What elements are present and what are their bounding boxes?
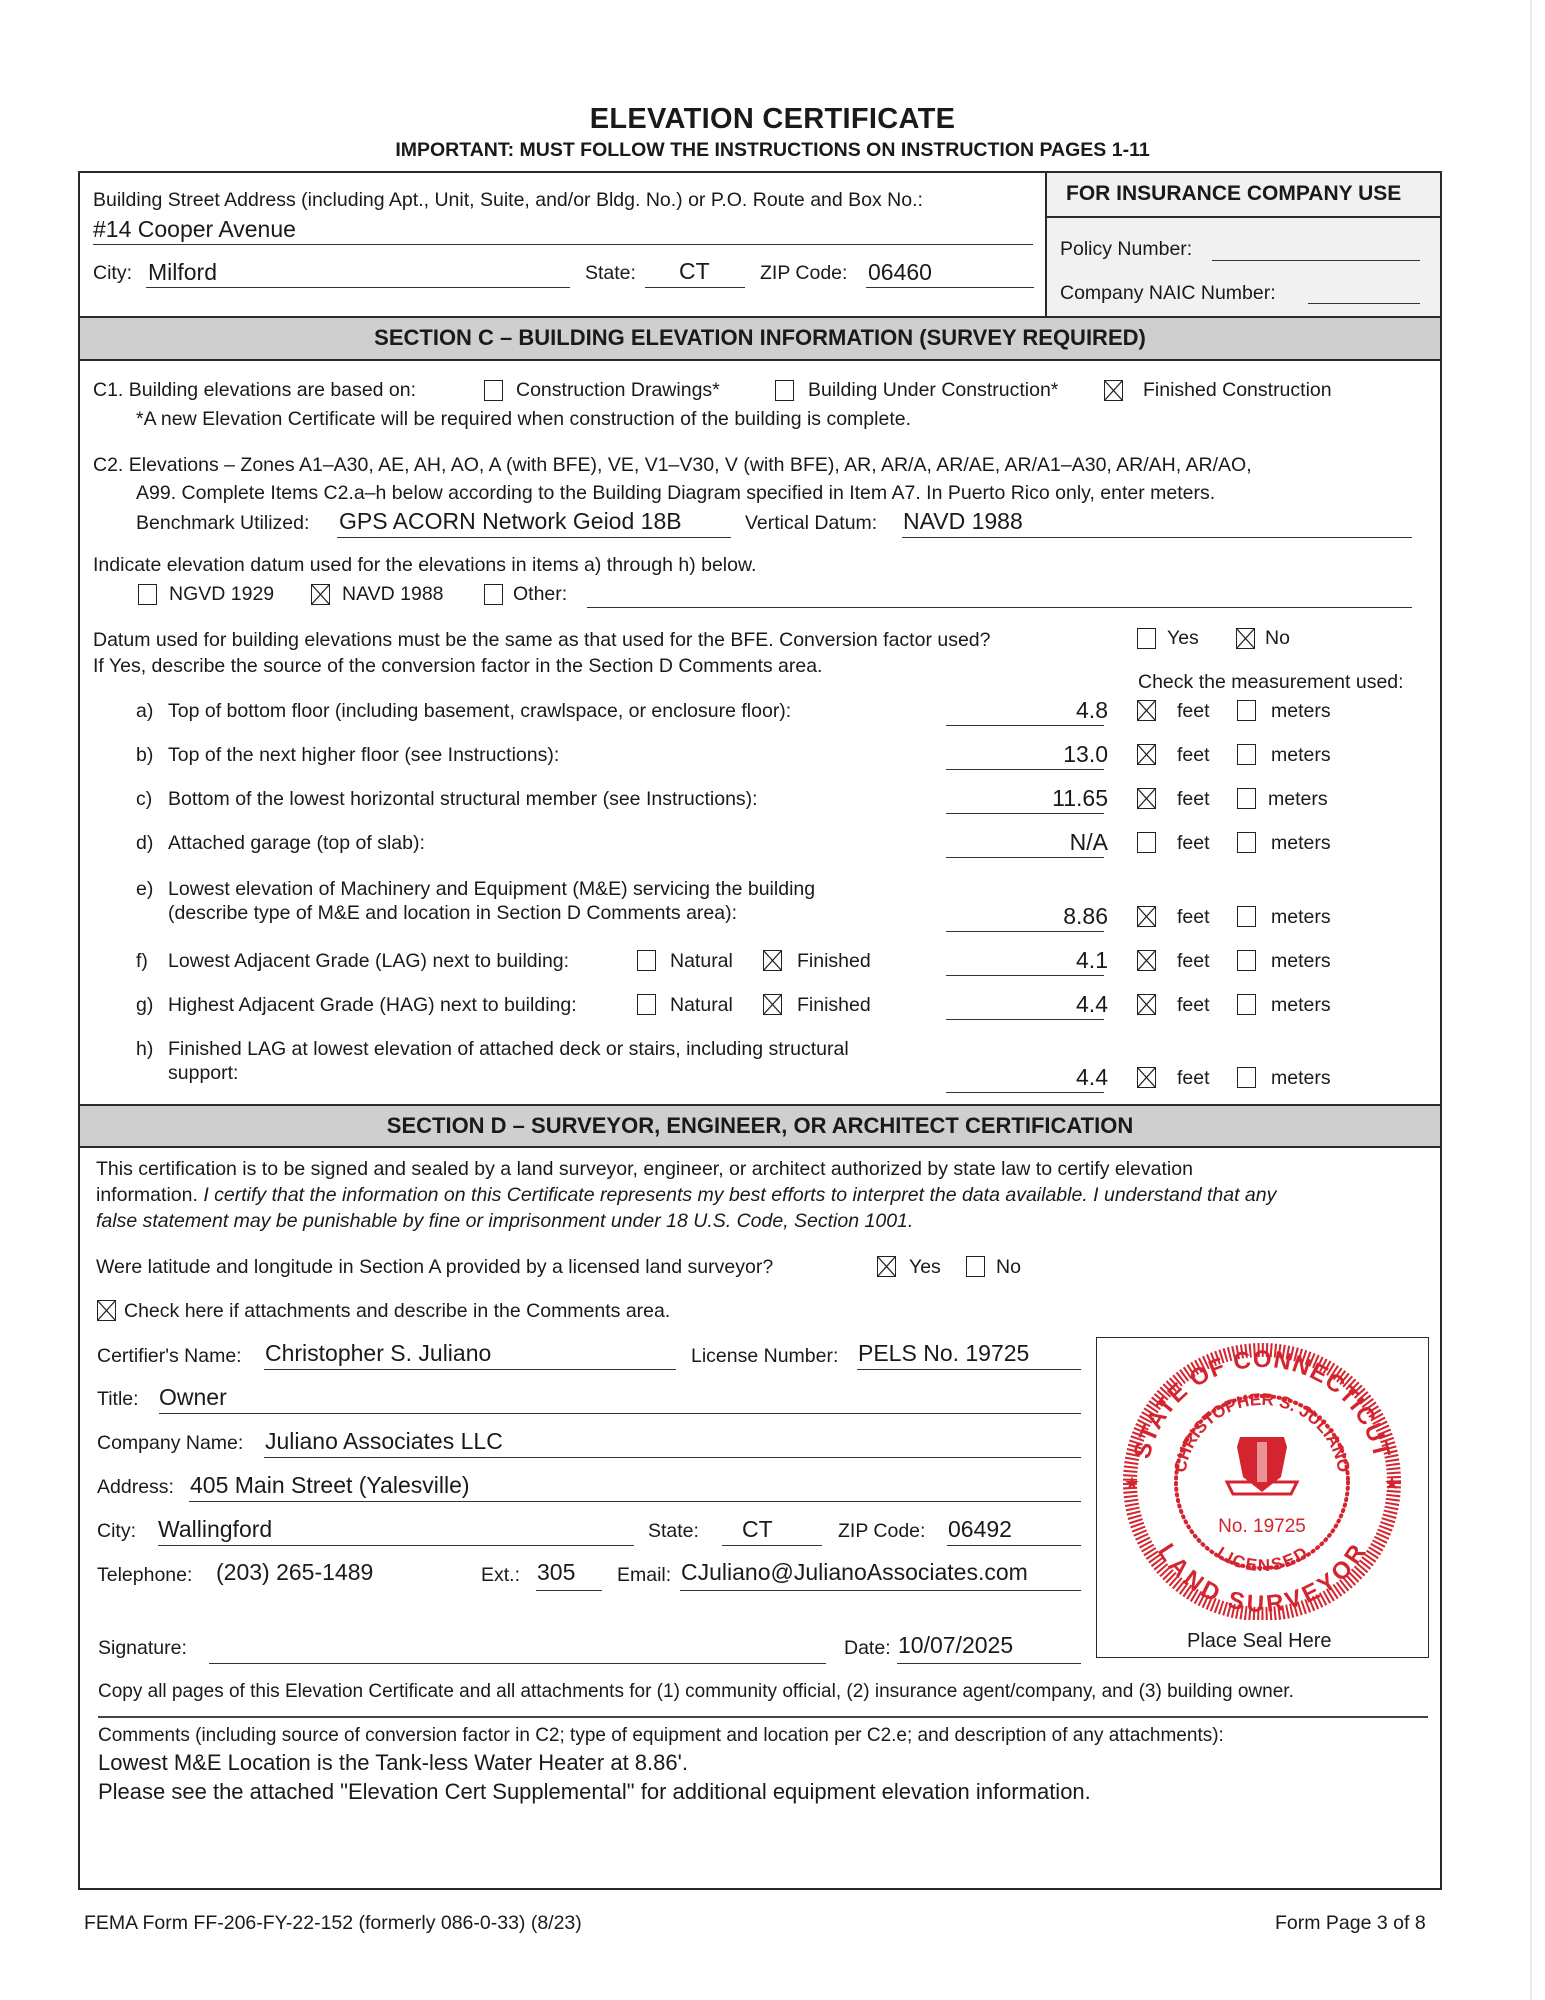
x-mark-icon (1138, 789, 1155, 808)
certification-intro-plain: information. (96, 1184, 204, 1206)
svg-text:★: ★ (1383, 1473, 1401, 1494)
item-a-feet-checkbox[interactable] (1137, 700, 1156, 721)
latlong-yes-label: Yes (909, 1256, 941, 1278)
item-b-value[interactable]: 13.0 (1063, 741, 1108, 767)
vertical-datum-label: Vertical Datum: (745, 512, 878, 534)
item-h-meters-label: meters (1271, 1067, 1331, 1089)
item-e-meters-checkbox[interactable] (1237, 906, 1256, 927)
comments-line2[interactable]: Please see the attached "Elevation Cert Supplemental" for additional equipment elevation information. (98, 1779, 1091, 1804)
item-c-meters-checkbox[interactable] (1237, 788, 1256, 809)
x-mark-icon (1138, 701, 1155, 720)
item-e-letter: e) (136, 878, 154, 900)
item-f-finished-label: Finished (797, 950, 871, 972)
svg-text:LAND SURVEYOR: LAND SURVEYOR (1152, 1539, 1372, 1619)
item-b-underline (946, 769, 1104, 770)
item-c-feet-checkbox[interactable] (1137, 788, 1156, 809)
email-underline (680, 1590, 1081, 1591)
certification-intro-line1: This certification is to be signed and sealed by a land surveyor, engineer, or architect authorized by state law to certify elevation (96, 1158, 1193, 1180)
ngvd-1929-label: NGVD 1929 (169, 583, 275, 605)
company-name-label: Company Name: (97, 1432, 244, 1454)
item-e-underline (946, 931, 1104, 932)
item-a-meters-checkbox[interactable] (1237, 700, 1256, 721)
other-datum-checbox[interactable] (484, 584, 503, 605)
license-number-underline (857, 1369, 1081, 1370)
comments-line1[interactable]: Lowest M&E Location is the Tank-less Water Heater at 8.86'. (98, 1750, 688, 1775)
item-a-letter: a) (136, 700, 154, 722)
building-zip-value[interactable]: 06460 (868, 259, 932, 285)
comments-divider (98, 1716, 1428, 1718)
item-f-underline (946, 975, 1104, 976)
date-label: Date: (844, 1637, 891, 1659)
ngvd-1929-checkbox[interactable] (138, 584, 157, 605)
item-g-feet-label: feet (1177, 994, 1210, 1016)
item-d-value[interactable]: N/A (1069, 829, 1108, 855)
certifier-zip-value[interactable]: 06492 (948, 1516, 1012, 1542)
form-identifier: FEMA Form FF-206-FY-22-152 (formerly 086-0-33) (8/23) (84, 1912, 582, 1934)
x-mark-icon (1138, 907, 1155, 926)
item-e-meters-label: meters (1271, 906, 1331, 928)
item-g-natural-checkbox[interactable] (637, 994, 656, 1015)
connecticut-coat-of-arms-icon (1227, 1437, 1297, 1494)
item-b-feet-label: feet (1177, 744, 1210, 766)
item-a-meters-label: meters (1271, 700, 1331, 722)
item-h-feet-label: feet (1177, 1067, 1210, 1089)
building-under-construction-checkbox[interactable] (775, 380, 794, 401)
certification-intro-line3: false statement may be punishable by fine or imprisonment under 18 U.S. Code, Section 1001. (96, 1210, 914, 1232)
policy-number-field[interactable] (1212, 260, 1420, 261)
item-g-feet-checkbox[interactable] (1137, 994, 1156, 1015)
conversion-line2: If Yes, describe the source of the conversion factor in the Section D Comments area. (93, 655, 823, 677)
item-g-finished-checkbox[interactable] (763, 994, 782, 1015)
certifier-state-underline (722, 1545, 822, 1546)
svg-text:CHRISTOPHER S. JULIANO: CHRISTOPHER S. JULIANO (1170, 1389, 1354, 1474)
item-c-letter: c) (136, 788, 153, 810)
vertical-datum-underline (902, 537, 1412, 538)
item-e-feet-checkbox[interactable] (1137, 906, 1156, 927)
x-mark-icon (764, 995, 781, 1014)
measurement-heading: Check the measurement used: (1138, 671, 1404, 693)
x-mark-icon (878, 1257, 895, 1276)
item-f-label: Lowest Adjacent Grade (LAG) next to building: (168, 950, 570, 972)
c1-note: *A new Elevation Certificate will be required when construction of the building is complete. (136, 408, 912, 430)
attachments-label: Check here if attachments and describe in the Comments area. (124, 1300, 671, 1322)
other-datum-label: Other: (513, 583, 568, 605)
company-name-underline (264, 1457, 1081, 1458)
item-d-meters-checkbox[interactable] (1237, 832, 1256, 853)
ext-label: Ext.: (481, 1564, 521, 1586)
conversion-yes-checkbox[interactable] (1137, 628, 1156, 649)
item-g-underline (946, 1019, 1104, 1020)
item-f-feet-checkbox[interactable] (1137, 950, 1156, 971)
benchmark-label: Benchmark Utilized: (136, 512, 310, 534)
item-f-meters-checkbox[interactable] (1237, 950, 1256, 971)
item-g-letter: g) (136, 994, 154, 1016)
item-h-underline (946, 1092, 1104, 1093)
insurance-heading: FOR INSURANCE COMPANY USE (1066, 182, 1402, 205)
latlong-question: Were latitude and longitude in Section A provided by a licensed land surveyor? (96, 1256, 774, 1278)
latlong-no-checkbox[interactable] (966, 1256, 985, 1277)
navd-1988-checkbox[interactable] (311, 584, 330, 605)
item-a-feet-label: feet (1177, 700, 1210, 722)
latlong-yes-checkbox[interactable] (877, 1256, 896, 1277)
item-b-letter: b) (136, 744, 154, 766)
ext-underline (536, 1590, 602, 1591)
date-underline (897, 1663, 1081, 1664)
license-number-value[interactable]: PELS No. 19725 (858, 1340, 1030, 1366)
certifier-name-label: Certifier's Name: (97, 1345, 242, 1367)
certifier-city-underline (158, 1545, 634, 1546)
item-d-meters-label: meters (1271, 832, 1331, 854)
navd-1988-label: NAVD 1988 (342, 583, 444, 605)
c2-line1: C2. Elevations – Zones A1–A30, AE, AH, AO, A (with BFE), VE, V1–V30, V (with BFE), AR, AR/A, AR/AE, AR/A1–A30, AR/AH, AR/AO, (93, 454, 1252, 476)
policy-number-label: Policy Number: (1060, 238, 1193, 260)
company-name-value[interactable]: Juliano Associates LLC (265, 1428, 503, 1454)
item-e-feet-label: feet (1177, 906, 1210, 928)
item-g-label: Highest Adjacent Grade (HAG) next to building: (168, 994, 577, 1016)
item-b-meters-checkbox[interactable] (1237, 744, 1256, 765)
certifier-zip-label: ZIP Code: (838, 1520, 926, 1542)
page-title: ELEVATION CERTIFICATE (589, 103, 956, 135)
item-g-meters-label: meters (1271, 994, 1331, 1016)
certifier-state-value[interactable]: CT (742, 1516, 773, 1542)
building-state-underline (645, 287, 745, 288)
naic-number-field[interactable] (1308, 303, 1420, 304)
construction-drawings-checkbox[interactable] (484, 380, 503, 401)
item-a-underline (946, 725, 1104, 726)
certifier-zip-underline (947, 1545, 1081, 1546)
item-h-value[interactable]: 4.4 (1076, 1064, 1108, 1090)
insurance-divider-vertical (1045, 171, 1047, 316)
certifier-city-value[interactable]: Wallingford (158, 1516, 273, 1542)
item-g-finished-label: Finished (797, 994, 871, 1016)
datum-indicate-label: Indicate elevation datum used for the elevations in items a) through h) below. (93, 554, 757, 576)
x-mark-icon (1138, 951, 1155, 970)
date-value[interactable]: 10/07/2025 (898, 1632, 1014, 1658)
svg-text:★: ★ (1123, 1473, 1141, 1494)
item-g-value[interactable]: 4.4 (1076, 991, 1108, 1017)
svg-text:STATE OF CONNECTICUT: STATE OF CONNECTICUT (1128, 1345, 1396, 1462)
item-f-natural-checkbox[interactable] (637, 950, 656, 971)
certifier-address-underline (189, 1501, 1081, 1502)
svg-text:LICENSED: LICENSED (1213, 1543, 1311, 1576)
insurance-divider-horizontal (1045, 216, 1441, 218)
item-f-natural-label: Natural (670, 950, 733, 972)
item-h-label: Finished LAG at lowest elevation of attached deck or stairs, including structural (168, 1038, 849, 1060)
x-mark-icon (764, 951, 781, 970)
conversion-yes-label: Yes (1167, 627, 1199, 649)
vertical-datum-value[interactable]: NAVD 1988 (903, 508, 1023, 534)
other-datum-field[interactable] (587, 607, 1412, 608)
item-e-label: Lowest elevation of Machinery and Equipment (M&E) servicing the building (168, 878, 816, 900)
ext-value[interactable]: 305 (537, 1559, 576, 1585)
x-mark-icon (98, 1301, 115, 1320)
building-under-construction-label: Building Under Construction* (808, 379, 1059, 401)
x-mark-icon (1138, 745, 1155, 764)
item-c-feet-label: feet (1177, 788, 1210, 810)
item-a-value[interactable]: 4.8 (1076, 697, 1108, 723)
building-address-label: Building Street Address (including Apt., Unit, Suite, and/or Bldg. No.) or P.O. Route and Box No.: (93, 189, 923, 211)
item-b-label: Top of the next higher floor (see Instructions): (168, 744, 560, 766)
benchmark-value[interactable]: GPS ACORN Network Geiod 18B (339, 508, 682, 534)
conversion-line1: Datum used for building elevations must be the same as that used for the BFE. Conversion factor used? (93, 629, 991, 651)
item-b-feet-checkbox[interactable] (1137, 744, 1156, 765)
title-label: Title: (97, 1388, 139, 1410)
building-city-value[interactable]: Milford (148, 259, 218, 285)
item-d-underline (946, 857, 1104, 858)
building-zip-label: ZIP Code: (760, 262, 848, 284)
latlong-no-label: No (996, 1256, 1021, 1278)
item-d-feet-label: feet (1177, 832, 1210, 854)
item-f-finished-checkbox[interactable] (763, 950, 782, 971)
item-e-label-continued: (describe type of M&E and location in Section D Comments area): (168, 902, 738, 924)
item-g-meters-checkbox[interactable] (1237, 994, 1256, 1015)
naic-number-label: Company NAIC Number: (1060, 282, 1276, 304)
conversion-no-label: No (1265, 627, 1290, 649)
page-subtitle: IMPORTANT: MUST FOLLOW THE INSTRUCTIONS ON INSTRUCTION PAGES 1-11 (395, 139, 1150, 161)
form-page-number: Form Page 3 of 8 (1275, 1912, 1426, 1934)
building-address-value[interactable]: #14 Cooper Avenue (93, 216, 296, 242)
x-mark-icon (1138, 995, 1155, 1014)
surveyor-seal-stamp (1107, 1342, 1417, 1620)
item-b-meters-label: meters (1271, 744, 1331, 766)
signature-underline (209, 1663, 826, 1664)
certification-intro-line2 (96, 1186, 1276, 1206)
item-c-underline (946, 813, 1104, 814)
certifier-address-label: Address: (97, 1476, 174, 1498)
certifier-name-underline (264, 1369, 676, 1370)
item-e-value[interactable]: 8.86 (1063, 903, 1108, 929)
c1-label: C1. Building elevations are based on: (93, 379, 417, 401)
item-c-value[interactable]: 11.65 (1052, 785, 1108, 811)
telephone-label: Telephone: (97, 1564, 193, 1586)
x-mark-icon (312, 585, 329, 604)
item-h-feet-checkbox[interactable] (1137, 1067, 1156, 1088)
section-d-header: SECTION D – SURVEYOR, ENGINEER, OR ARCHITECT CERTIFICATION (80, 1104, 1440, 1148)
title-value[interactable]: Owner (159, 1384, 227, 1410)
item-f-feet-label: feet (1177, 950, 1210, 972)
c2-line2: A99. Complete Items C2.a–h below according to the Building Diagram specified in Item A7. In Puerto Rico only, enter meters. (136, 482, 1216, 504)
x-mark-icon (1138, 1068, 1155, 1087)
x-mark-icon (1237, 629, 1254, 648)
comments-label: Comments (including source of conversion factor in C2; type of equipment and location per C2.e; and description of any attachments): (98, 1725, 1224, 1746)
title-underline (159, 1413, 1081, 1414)
item-d-label: Attached garage (top of slab): (168, 832, 425, 854)
certifier-city-label: City: (97, 1520, 136, 1542)
seal-license-number: No. 19725 (1218, 1516, 1306, 1537)
building-state-value[interactable]: CT (679, 258, 710, 284)
item-h-meters-checkbox[interactable] (1237, 1067, 1256, 1088)
place-seal-caption: Place Seal Here (1187, 1630, 1332, 1652)
building-state-label: State: (585, 262, 636, 284)
certifier-state-label: State: (648, 1520, 699, 1542)
item-c-meters-label: meters (1268, 788, 1328, 810)
building-zip-underline (866, 287, 1034, 288)
email-label: Email: (617, 1564, 672, 1586)
item-f-meters-label: meters (1271, 950, 1331, 972)
finished-construction-checkbox[interactable] (1104, 380, 1123, 401)
item-d-letter: d) (136, 832, 154, 854)
construction-drawings-label: Construction Drawings* (516, 379, 720, 401)
item-d-feet-checkbox[interactable] (1137, 832, 1156, 853)
building-city-underline (146, 287, 570, 288)
signature-label: Signature: (98, 1637, 187, 1659)
benchmark-underline (337, 537, 731, 538)
certifier-address-value[interactable]: 405 Main Street (Yalesville) (190, 1472, 470, 1498)
certification-statement: I certify that the information on this Certificate represents my best efforts to interpret the data available. I understand that any (203, 1184, 1277, 1206)
item-h-letter: h) (136, 1038, 154, 1060)
item-g-natural-label: Natural (670, 994, 733, 1016)
item-f-value[interactable]: 4.1 (1076, 947, 1108, 973)
building-city-label: City: (93, 262, 132, 284)
finished-construction-label: Finished Construction (1143, 379, 1332, 401)
page-edge (1530, 0, 1532, 2000)
conversion-no-checkbox[interactable] (1236, 628, 1255, 649)
building-address-underline (93, 244, 1033, 245)
email-value[interactable]: CJuliano@JulianoAssociates.com (681, 1559, 1028, 1585)
item-h-label-continued: support: (168, 1062, 239, 1084)
item-f-letter: f) (136, 950, 148, 972)
copy-note: Copy all pages of this Elevation Certificate and all attachments for (1) community official, (2) insurance agent/company, and (3) building owner. (98, 1681, 1294, 1702)
certifier-name-value[interactable]: Christopher S. Juliano (265, 1340, 492, 1366)
telephone-value[interactable]: (203) 265-1489 (216, 1559, 374, 1585)
section-c-header: SECTION C – BUILDING ELEVATION INFORMATION (SURVEY REQUIRED) (80, 316, 1440, 361)
license-number-label: License Number: (691, 1345, 839, 1367)
attachments-checkbox[interactable] (97, 1300, 116, 1321)
x-mark-icon (1105, 381, 1122, 400)
item-a-label: Top of bottom floor (including basement, crawlspace, or enclosure floor): (168, 700, 792, 722)
item-c-label: Bottom of the lowest horizontal structural member (see Instructions): (168, 788, 758, 810)
